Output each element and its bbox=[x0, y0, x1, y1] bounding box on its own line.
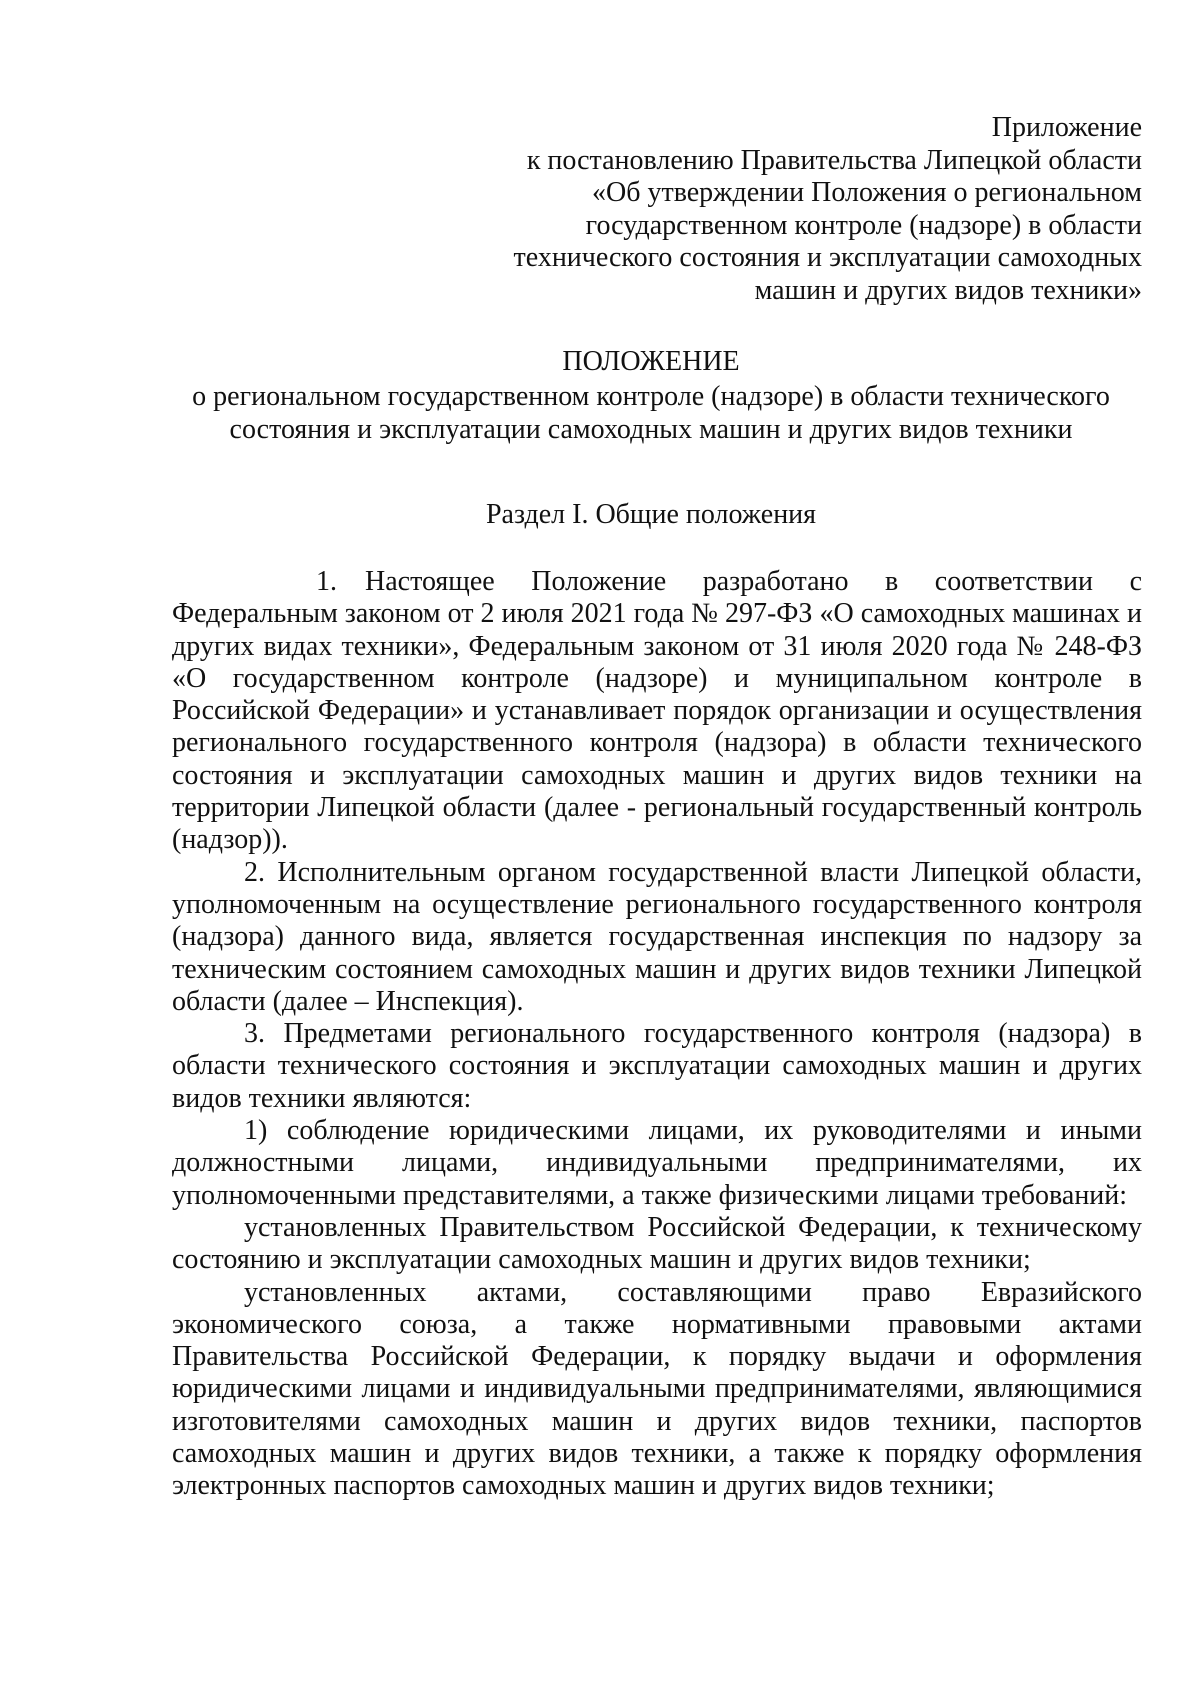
section-heading: Раздел I. Общие положения bbox=[485, 499, 817, 530]
appendix-line: к постановлению Правительства Липецкой области bbox=[526, 144, 1142, 176]
paragraph-3-item-1: 1) соблюдение юридическими лицами, их руководителями и иными должностными лицами, индивидуальными предпринимателями, их уполномоченными представителями, а также физическими лицами требований: bbox=[172, 1115, 1142, 1211]
document-title-block bbox=[160, 345, 1142, 446]
paragraph-3: 3. Предметами регионального государственного контроля (надзора) в области технического состояния и эксплуатации самоходных машин и других видов техники являются: bbox=[172, 1018, 1142, 1114]
document-subtitle-line: состояния и эксплуатации самоходных машин и других видов техники bbox=[229, 414, 1073, 445]
appendix-line: технического состояния и эксплуатации самоходных bbox=[513, 242, 1142, 273]
document-body bbox=[172, 566, 1142, 1503]
paragraph-1 bbox=[172, 566, 1142, 857]
document-title: ПОЛОЖЕНИЕ bbox=[562, 346, 740, 377]
paragraph-3-item-1-a: установленных Правительством Российской Федерации, к техническому состоянию и эксплуатации самоходных машин и других видов техники; bbox=[172, 1211, 1142, 1276]
paragraph-2: 2. Исполнительным органом государственной власти Липецкой области, уполномоченным на осуществление регионального государственного контроля (надзора) данного вида, является государственная инспекция по надзору за техническим состоянием самоходных машин и других видов техники Липецкой области (далее – Инспекция). bbox=[172, 856, 1142, 1017]
appendix-line: «Об утверждении Положения о региональном bbox=[591, 177, 1142, 208]
paragraph-number: 1. bbox=[316, 566, 337, 597]
paragraph-1-text: Настоящее Положение разработано в соответствии с Федеральным законом от 2 июля 2021 года № 297-ФЗ «О самоходных машинах и других видах техники», Федеральным законом от 31 июля 2020 года № 248-ФЗ «О государственном контроле (надзоре) и муниципальном контроле в Российской Федерации» и устанавливает порядок организации и осуществления регионального государственного контроля (надзора) в области технического состояния и эксплуатации самоходных машин и других видов техники на территории Липецкой области (далее - региональный государственный контроль (надзор)). bbox=[172, 566, 1142, 856]
paragraph-3-item-1-b: установленных актами, составляющими право Евразийского экономического союза, а также нормативными правовыми актами Правительства Российской Федерации, к порядку выдачи и оформления юридическими лицами и индивидуальными предпринимателями, являющимися изготовителями самоходных машин и других видов техники, паспортов самоходных машин и других видов техники, а также к порядку оформления электронных паспортов самоходных машин и других видов техники; bbox=[172, 1276, 1142, 1502]
appendix-line: машин и других видов техники» bbox=[754, 274, 1142, 306]
appendix-header bbox=[422, 112, 1142, 307]
document-subtitle-line: о региональном государственном контроле (надзоре) в области технического bbox=[192, 381, 1110, 412]
appendix-line: государственном контроле (надзоре) в области bbox=[585, 209, 1142, 241]
appendix-line: Приложение bbox=[991, 112, 1142, 143]
